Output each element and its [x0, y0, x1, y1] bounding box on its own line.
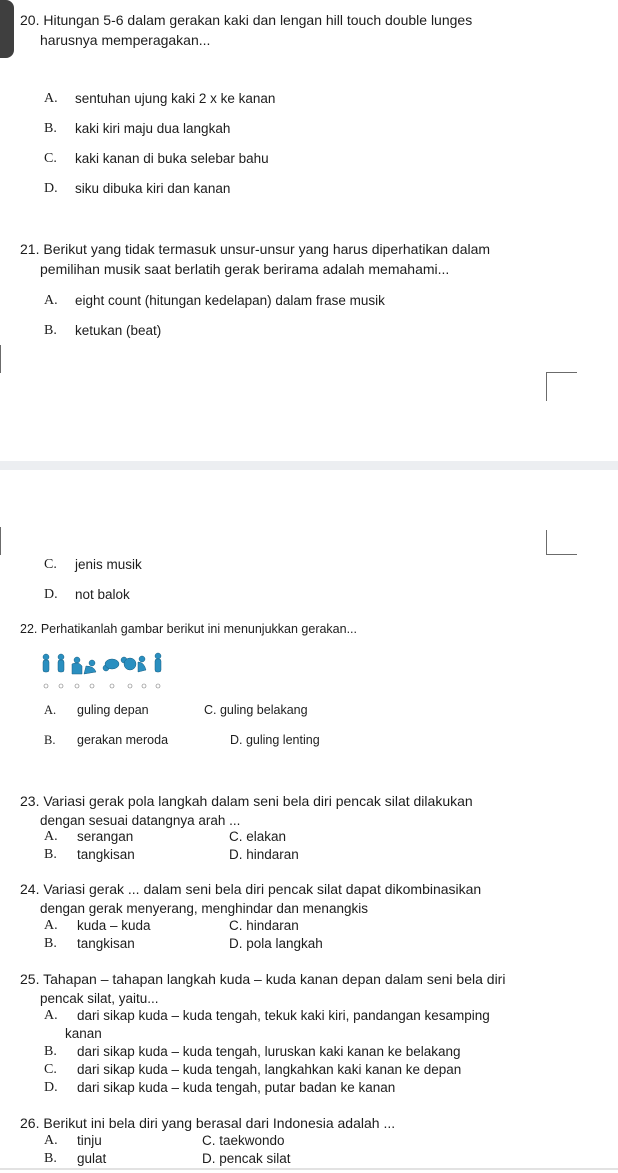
q20-option-a-letter: A.	[44, 91, 58, 106]
q24-option-c-text: C. hindaran	[229, 918, 299, 933]
question-23-line2: dengan sesuai datangnya arah ...	[40, 813, 241, 828]
q22-option-a-letter: A.	[44, 703, 57, 717]
question-25-line2: pencak silat, yaitu...	[40, 991, 159, 1006]
q21-option-d-text: not balok	[75, 587, 130, 602]
q21-option-b-letter: B.	[44, 323, 57, 338]
question-24-line1: 24. Variasi gerak ... dalam seni bela diri pencak silat dapat dikombinasikan	[20, 881, 482, 897]
q23-option-b-text: tangkisan	[77, 847, 135, 862]
q23-option-a-text: serangan	[77, 829, 134, 844]
page-bottom-edge	[0, 1168, 618, 1170]
question-25-line1: 25. Tahapan – tahapan langkah kuda – kuda kanan depan dalam seni bela diri	[20, 971, 506, 987]
q25-option-b-letter: B.	[44, 1044, 57, 1059]
q23-option-a-letter: A.	[44, 829, 58, 844]
q26-option-b-text: gulat	[77, 1151, 107, 1166]
q20-option-b-text: kaki kiri maju dua langkah	[75, 121, 231, 136]
q25-option-a-text: dari sikap kuda – kuda tengah, tekuk kaki kiri, pandangan kesamping	[77, 1008, 490, 1023]
question-20-line2: harusnya memperagakan...	[40, 32, 211, 48]
q26-option-b-letter: B.	[44, 1151, 57, 1166]
q23-option-c-text: C. elakan	[229, 829, 287, 844]
q20-option-c-text: kaki kanan di buka selebar bahu	[75, 151, 269, 166]
page-side-tab	[0, 0, 14, 58]
q25-option-a-continuation: kanan	[65, 1026, 102, 1041]
q23-option-d-text: D. hindaran	[229, 847, 299, 862]
crop-mark-right-top	[546, 372, 577, 401]
q21-option-d-letter: D.	[44, 587, 58, 602]
q25-option-b-text: dari sikap kuda – kuda tengah, luruskan kaki kanan ke belakang	[77, 1044, 461, 1059]
q26-option-a-text: tinju	[77, 1133, 102, 1148]
q22-option-b-letter: B.	[44, 733, 56, 747]
q25-option-c-text: dari sikap kuda – kuda tengah, langkahkan kaki kanan ke depan	[77, 1062, 462, 1077]
q20-option-d-text: siku dibuka kiri dan kanan	[75, 181, 231, 196]
crop-mark-left-bottom	[0, 527, 3, 555]
q25-option-a-letter: A.	[44, 1008, 58, 1023]
gymnast-rolling-sequence-figures	[40, 650, 170, 690]
q22-option-a-text: guling depan	[77, 703, 149, 717]
q26-option-a-letter: A.	[44, 1133, 58, 1148]
question-21-line1: 21. Berikut yang tidak termasuk unsur-unsur yang harus diperhatikan dalam	[20, 241, 491, 257]
q24-option-b-letter: B.	[44, 936, 57, 951]
q21-option-b-text: ketukan (beat)	[75, 323, 162, 338]
question-22-line1: 22. Perhatikanlah gambar berikut ini menunjukkan gerakan...	[20, 622, 358, 636]
question-23-line1: 23. Variasi gerak pola langkah dalam seni bela diri pencak silat dilakukan	[20, 793, 473, 809]
q26-option-d-text: D. pencak silat	[202, 1151, 291, 1166]
q24-option-a-letter: A.	[44, 918, 58, 933]
crop-mark-left-top	[0, 345, 3, 373]
question-24-line2: dengan gerak menyerang, menghindar dan menangkis	[40, 901, 368, 916]
q20-option-c-letter: C.	[44, 151, 57, 166]
q21-option-c-letter: C.	[44, 557, 57, 572]
q24-option-d-text: D. pola langkah	[229, 936, 323, 951]
q25-option-d-letter: D.	[44, 1080, 58, 1095]
question-20-line1: 20. Hitungan 5-6 dalam gerakan kaki dan lengan hill touch double lunges	[20, 12, 473, 28]
q21-option-a-letter: A.	[44, 293, 58, 308]
q21-option-c-text: jenis musik	[75, 557, 142, 572]
q24-option-b-text: tangkisan	[77, 936, 135, 951]
q22-option-d-text: D. guling lenting	[230, 733, 320, 747]
q24-option-a-text: kuda – kuda	[77, 918, 151, 933]
q21-option-a-text: eight count (hitungan kedelapan) dalam frase musik	[75, 293, 385, 308]
question-21-line2: pemilihan musik saat berlatih gerak berirama adalah memahami...	[40, 261, 450, 277]
q22-option-b-text: gerakan meroda	[77, 733, 169, 747]
q22-option-c-text: C. guling belakang	[204, 703, 308, 717]
q20-option-b-letter: B.	[44, 121, 57, 136]
question-26-line1: 26. Berikut ini bela diri yang berasal dari Indonesia adalah ...	[20, 1115, 396, 1131]
q26-option-c-text: C. taekwondo	[202, 1133, 285, 1148]
q23-option-b-letter: B.	[44, 847, 57, 862]
q20-option-a-text: sentuhan ujung kaki 2 x ke kanan	[75, 91, 276, 106]
q25-option-c-letter: C.	[44, 1062, 57, 1077]
crop-mark-right-bottom	[546, 530, 577, 555]
q25-option-d-text: dari sikap kuda – kuda tengah, putar badan ke kanan	[77, 1080, 396, 1095]
page-divider	[0, 461, 618, 470]
q20-option-d-letter: D.	[44, 181, 58, 196]
